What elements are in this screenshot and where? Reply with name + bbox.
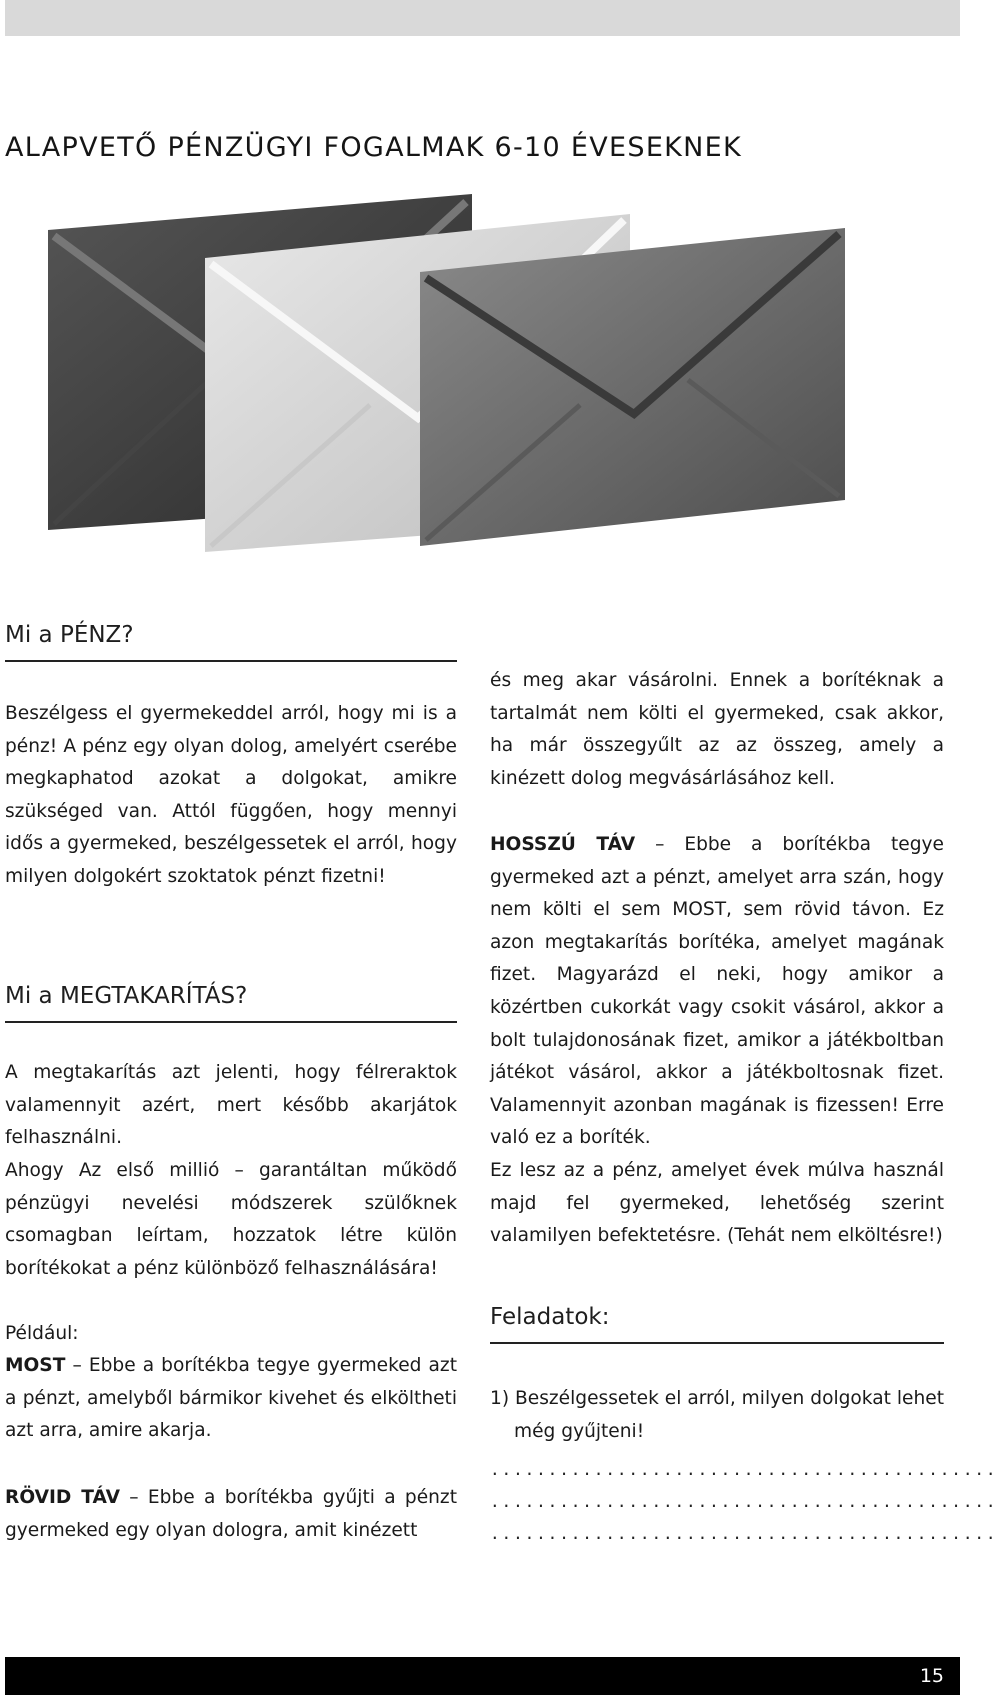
short-term-continuation: és meg akar vásárolni. Ennek a borítéknak a tartalmát nem költi el gyermeked, csak akkor, ha már összegyűlt az az összeg, amely a kinézett dolog megvásárlásához kell. (490, 670, 944, 789)
most-paragraph (5, 1350, 457, 1448)
page-number: 15 (919, 1665, 944, 1687)
answer-line[interactable]: ............................................ (490, 1460, 997, 1479)
short-term-paragraph (5, 1482, 457, 1547)
money-paragraph: Beszélgess el gyermekeddel arról, hogy mi is a pénz! A pénz egy olyan dolog, amelyért cserébe megkaphatod azokat a dolgokat, amikre szükséged van. Attól függően, hogy mennyi idős a gyermeked, beszélgessetek el arról, hogy milyen dolgokért szoktatok pénzt fizetni! (5, 703, 457, 887)
long-term-text: – Ebbe a borítékba tegye gyermeked azt a pénzt, amelyet arra szán, hogy nem költi el sem MOST, sem rövid távon. Ez azon megtakarítás borítéka, amelyet magának fizet. Magyarázd el neki, hogy amikor a közértben cukorkát vagy csokit vásárol, akkor a bolt tulajdonosának fizet, amikor a játékboltban játékot vásárol, akkor a játékboltosnak fizet. Valamennyit azonban magának is fizessen! Erre való ez a boríték. (490, 834, 944, 1149)
money-heading: Mi a PÉNZ? (5, 620, 457, 662)
savings-heading: Mi a MEGTAKARÍTÁS? (5, 981, 457, 1023)
task-item: 1) Beszélgessetek el arról, milyen dolgokat lehet még gyűjteni! (490, 1388, 944, 1442)
envelope-icon (420, 228, 845, 546)
footer-bar (5, 1657, 960, 1695)
savings-paragraph-1: A megtakarítás azt jelenti, hogy félreraktok valamennyit azért, mert később akarjátok felhasználni. (5, 1062, 457, 1149)
example-intro: Például: (5, 1323, 79, 1344)
envelopes-illustration (40, 200, 920, 610)
most-label: MOST (5, 1355, 66, 1376)
savings-paragraph-2: Ahogy Az első millió – garantáltan működő pénzügyi nevelési módszerek szülőknek csomagban leírtam, hozzatok létre külön borítékokat a pénz különböző felhasználására! (5, 1160, 457, 1279)
tasks-heading: Feladatok: (490, 1302, 944, 1344)
page-title: ALAPVETŐ PÉNZÜGYI FOGALMAK 6-10 ÉVESEKNEK (5, 132, 743, 163)
short-term-text: – Ebbe a borítékba gyűjti a pénzt gyermeked egy olyan dologra, amit kinézett (5, 1487, 457, 1541)
answer-line[interactable]: ............................................ (490, 1492, 997, 1511)
answer-line[interactable]: ............................................ (490, 1524, 997, 1543)
long-term-label: HOSSZÚ TÁV (490, 834, 636, 855)
top-band (5, 0, 960, 36)
most-text: – Ebbe a borítékba tegye gyermeked azt a pénzt, amelyből bármikor kivehet és elköltheti azt arra, amire akarja. (5, 1355, 457, 1442)
short-term-label: RÖVID TÁV (5, 1487, 120, 1508)
future-paragraph: Ez lesz az a pénz, amelyet évek múlva használ majd fel gyermeked, lehetőség szerint valamilyen befektetésre. (Tehát nem elköltésre!) (490, 1160, 944, 1247)
long-term-paragraph (490, 829, 944, 1155)
